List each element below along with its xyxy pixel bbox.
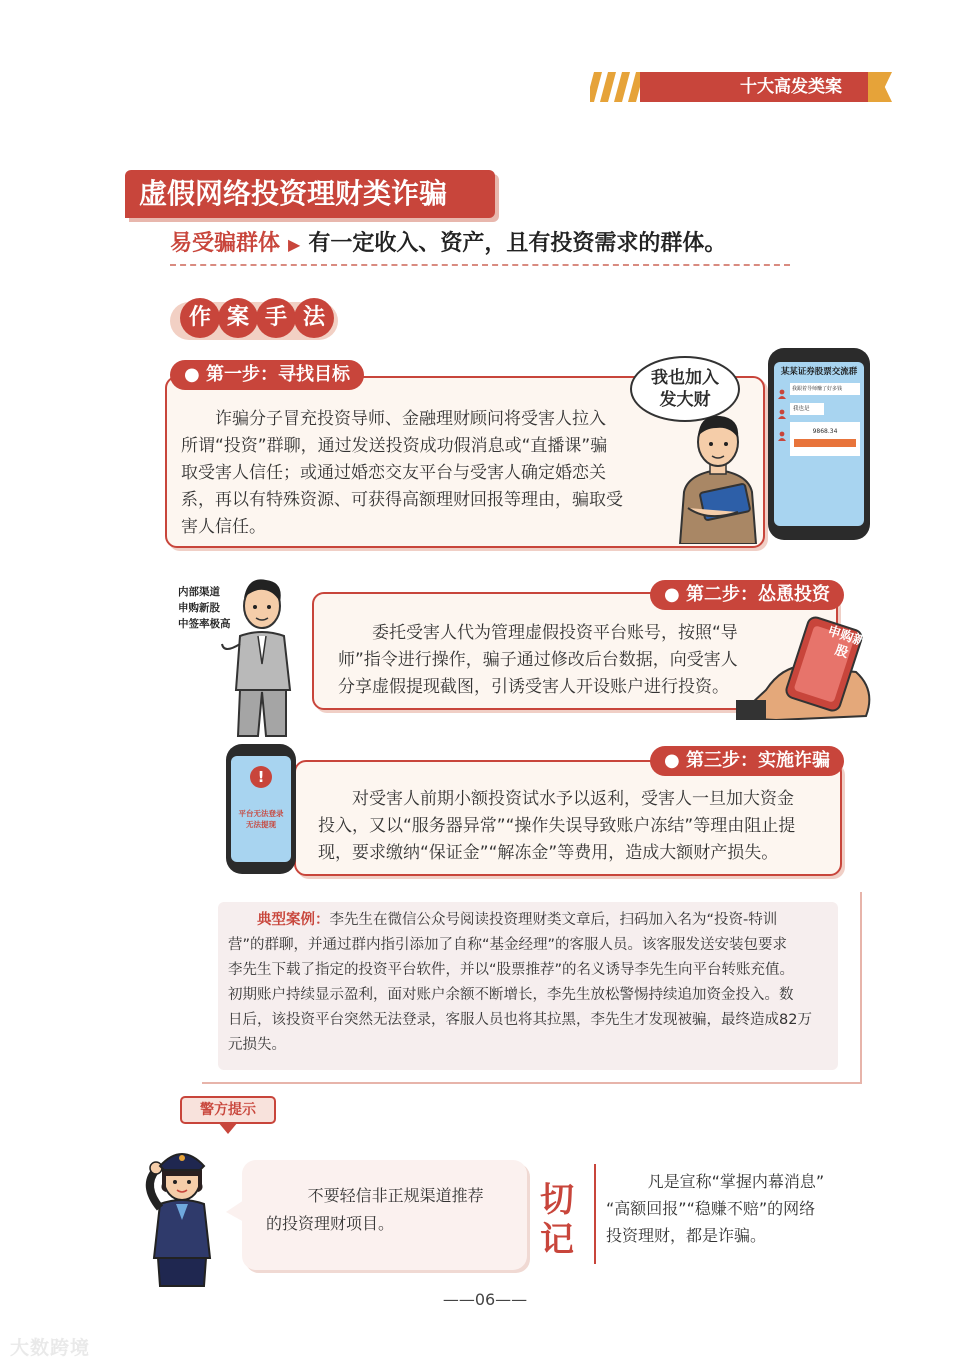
step3-tag-label: 第三步：实施诈骗: [685, 750, 830, 771]
tip-line: 不要轻信非正规渠道推荐: [307, 1186, 484, 1205]
step1-phone: [768, 348, 870, 540]
step1-text: [181, 406, 657, 541]
warning-line: 平台无法登录: [238, 809, 284, 818]
method-char-2: 案: [218, 298, 258, 338]
step1-line: 所谓“投资”群聊，通过发送投资成功假消息或“直播课”骗: [181, 436, 608, 456]
warning-icon: !: [250, 766, 272, 788]
chat-profit-card: [790, 422, 860, 456]
step2-line: 师”指令进行操作，骗子通过修改后台数据，向受害人: [338, 650, 738, 670]
remember-line: 凡是宣称“掌握内幕消息”: [647, 1172, 825, 1191]
step1-line: 系，再以有特殊资源、可获得高额理财回报等理由，骗取受: [181, 490, 623, 510]
header-ribbon-tail: [868, 72, 892, 102]
header-category: 十大高发类案: [640, 72, 870, 102]
man-label: 内部渠道: [178, 586, 220, 598]
step2-tag-label: 第二步：怂恿投资: [685, 584, 830, 605]
susceptible-group: [170, 226, 810, 262]
man-label: 中签率极高: [178, 618, 231, 630]
step3-phone: [226, 744, 296, 874]
remember-divider: [594, 1164, 596, 1264]
profit-amount: 9868.34: [812, 428, 838, 435]
user-icon: [778, 404, 786, 414]
step1-line: 诈骗分子冒充投资导师、金融理财顾问将受害人拉入: [215, 409, 606, 429]
page-number: ——06——: [442, 1290, 528, 1309]
step2-line: 委托受害人代为管理虚假投资平台账号，按照“导: [372, 623, 738, 643]
step3-phone-screen: [231, 756, 291, 862]
bubble-pointer-icon: [226, 1200, 244, 1222]
page-number-value: 06: [474, 1290, 496, 1309]
step1-phone-screen: [774, 362, 864, 526]
step1-tag-label: 第一步：寻找目标: [205, 364, 350, 385]
phone-group-name: 某某证券股票交流群: [780, 367, 858, 377]
user-icon: [778, 426, 786, 436]
phone-stock-text: 申购新股: [825, 623, 868, 662]
case-line: [228, 908, 828, 933]
tip-line: 的投资理财项目。: [266, 1214, 395, 1233]
step1-line: 害人信任。: [181, 517, 266, 537]
chat-message-2: 我也是: [790, 403, 824, 415]
case-text: 李先生在微信公众号阅读投资理财类文章后，扫码加入名为“投资-特训: [329, 912, 778, 928]
step3-line: 投入，又以“服务器异常”“操作失误导致账户冻结”等理由阻止提: [318, 816, 796, 836]
method-heading: [170, 298, 340, 342]
method-char-3: 手: [256, 298, 296, 338]
remember-char: 切: [540, 1180, 574, 1220]
policewoman-illustration: [132, 1140, 232, 1290]
case-label: 典型案例：: [257, 912, 330, 928]
remember-line: 投资理财，都是诈骗。: [606, 1226, 767, 1245]
step3-line: 对受害人前期小额投资试水予以返利，受害人一旦加大资金: [352, 789, 794, 809]
page-title: 虚假网络投资理财类诈骗: [125, 170, 495, 218]
step3-tag: ● 第三步：实施诈骗: [650, 746, 844, 776]
susceptible-text: 有一定收入、资产，且有投资需求的群体。: [308, 231, 727, 256]
case-line: 日后，该投资平台突然无法登录，客服人员也将其拉黑，李先生才发现被骗，最终造成82万: [228, 1012, 812, 1028]
step2-tag: ● 第二步：怂恿投资: [650, 580, 844, 610]
play-arrow-icon: ▶: [288, 235, 301, 254]
susceptible-label: 易受骗群体: [170, 231, 281, 256]
step3-box: [294, 760, 842, 876]
step1-line: 取受害人信任；或通过婚恋交友平台与受害人确定婚恋关: [181, 463, 606, 483]
method-char-4: 法: [294, 298, 334, 338]
investor-man-illustration: [668, 412, 768, 544]
step1-tag: ● 第一步：寻找目标: [170, 360, 364, 390]
watermark: 大数跨境: [10, 1337, 91, 1359]
warning-line: 无法提现: [246, 820, 276, 829]
case-box: [218, 902, 838, 1070]
step3-text: [318, 786, 838, 867]
tag-pointer-icon: [218, 1122, 238, 1136]
user-icon: [778, 384, 786, 394]
case-line: 初期账户持续显示盈利，面对账户余额不断增长，李先生放松警惕持续追加资金投入。数: [228, 987, 794, 1003]
method-char-1: 作: [180, 298, 220, 338]
remember-char: 记: [540, 1220, 574, 1260]
chat-message-1: 我跟着导师赚了好多钱: [790, 383, 860, 395]
remember-line: “高额回报”“稳赚不赔”的网络: [606, 1199, 816, 1218]
speech-line: 发大财: [659, 390, 711, 410]
case-line: 李先生下载了指定的投资平台软件，并以“股票推荐”的名义诱导李先生向平台转账充值。: [228, 962, 795, 978]
phone-warning-text: [235, 808, 287, 830]
police-tip-tag: 警方提示: [180, 1096, 276, 1124]
step2-line: 分享虚假提现截图，引诱受害人开设账户进行投资。: [338, 677, 729, 697]
remember-text: [606, 1168, 856, 1249]
man-label: 申购新股: [178, 602, 220, 614]
step3-line: 现，要求缴纳“保证金”“解冻金”等费用，造成大额财产损失。: [318, 843, 779, 863]
dashed-divider: [170, 264, 790, 266]
speech-line: 我也加入: [651, 368, 719, 388]
profit-bar: [794, 439, 856, 447]
case-line: 元损失。: [228, 1037, 286, 1053]
case-line: 营”的群聊，并通过群内指引添加了自称“基金经理”的客服人员。该客服发送安装包要求: [228, 937, 788, 953]
remember-label: [540, 1180, 584, 1260]
police-tip-bubble: [242, 1160, 527, 1270]
scammer-man-illustration: [218, 574, 308, 740]
